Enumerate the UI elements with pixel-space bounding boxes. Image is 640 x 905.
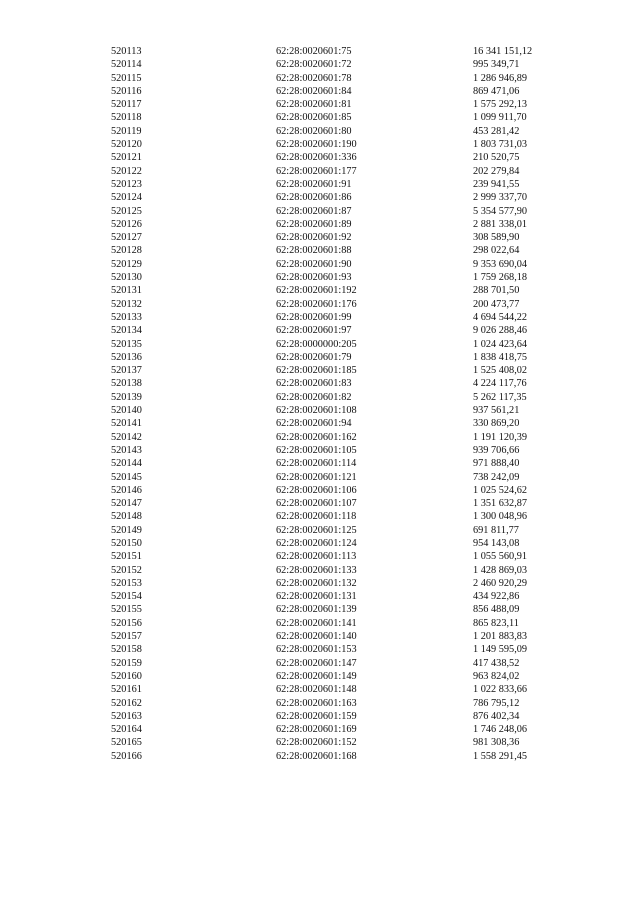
row-id-cell: 520139 (111, 391, 142, 403)
table-row (0, 457, 640, 470)
row-id-cell: 520153 (111, 577, 142, 589)
row-id-cell: 520156 (111, 617, 142, 629)
cadastral-value-cell: 308 589,90 (473, 232, 520, 244)
cadastral-value-cell: 5 262 117,35 (473, 391, 527, 403)
table-row (0, 577, 640, 590)
table-row (0, 85, 640, 98)
cadastral-value-cell: 2 460 920,29 (473, 577, 528, 589)
row-id-cell: 520144 (111, 458, 142, 470)
table-row (0, 537, 640, 550)
cadastral-number-cell: 62:28:0020601:85 (276, 112, 352, 124)
table-row (0, 497, 640, 510)
table-row (0, 736, 640, 749)
cadastral-value-cell: 786 795,12 (473, 697, 520, 709)
cadastral-value-cell: 9 026 288,46 (473, 325, 528, 337)
cadastral-number-cell: 62:28:0020601:185 (276, 365, 357, 377)
row-id-cell: 520164 (111, 724, 142, 736)
cadastral-number-cell: 62:28:0020601:169 (276, 724, 357, 736)
row-id-cell: 520152 (111, 564, 142, 576)
row-id-cell: 520142 (111, 431, 142, 443)
cadastral-value-cell: 9 353 690,04 (473, 258, 528, 270)
cadastral-number-cell: 62:28:0020601:132 (276, 577, 357, 589)
cadastral-value-cell: 939 706,66 (473, 444, 520, 456)
cadastral-number-cell: 62:28:0020601:148 (276, 684, 357, 696)
cadastral-value-cell: 5 354 577,90 (473, 205, 528, 217)
cadastral-number-cell: 62:28:0020601:83 (276, 378, 352, 390)
cadastral-value-cell: 330 869,20 (473, 418, 520, 430)
row-id-cell: 520150 (111, 537, 142, 549)
cadastral-number-cell: 62:28:0020601:107 (276, 498, 357, 510)
cadastral-number-cell: 62:28:0020601:91 (276, 178, 352, 190)
cadastral-value-cell: 1 525 408,02 (473, 365, 528, 377)
row-id-cell: 520122 (111, 165, 142, 177)
cadastral-value-cell: 738 242,09 (473, 471, 520, 483)
table-row (0, 723, 640, 736)
table-row (0, 484, 640, 497)
cadastral-number-cell: 62:28:0020601:97 (276, 325, 352, 337)
cadastral-number-cell: 62:28:0020601:147 (276, 657, 357, 669)
cadastral-number-cell: 62:28:0020601:86 (276, 192, 352, 204)
cadastral-number-cell: 62:28:0020601:78 (276, 72, 352, 84)
table-row (0, 444, 640, 457)
cadastral-number-cell: 62:28:0020601:79 (276, 351, 352, 363)
cadastral-value-cell: 963 824,02 (473, 670, 520, 682)
cadastral-number-cell: 62:28:0020601:121 (276, 471, 357, 483)
table-row (0, 657, 640, 670)
row-id-cell: 520155 (111, 604, 142, 616)
table-row (0, 364, 640, 377)
row-id-cell: 520129 (111, 258, 142, 270)
cadastral-value-cell: 434 922,86 (473, 591, 520, 603)
row-id-cell: 520140 (111, 405, 142, 417)
table-row (0, 524, 640, 537)
row-id-cell: 520119 (111, 125, 142, 137)
cadastral-value-cell: 200 473,77 (473, 298, 520, 310)
cadastral-number-cell: 62:28:0020601:162 (276, 431, 357, 443)
table-row (0, 750, 640, 763)
cadastral-value-cell: 937 561,21 (473, 405, 520, 417)
table-row (0, 45, 640, 58)
table-row (0, 683, 640, 696)
table-row (0, 125, 640, 138)
table-row (0, 58, 640, 71)
row-id-cell: 520141 (111, 418, 142, 430)
cadastral-number-cell: 62:28:0020601:190 (276, 139, 357, 151)
cadastral-number-cell: 62:28:0020601:192 (276, 285, 357, 297)
table-row (0, 231, 640, 244)
cadastral-number-cell: 62:28:0020601:133 (276, 564, 357, 576)
table-row (0, 697, 640, 710)
cadastral-value-table (0, 45, 640, 763)
row-id-cell: 520134 (111, 325, 142, 337)
table-row (0, 271, 640, 284)
table-row (0, 471, 640, 484)
table-row (0, 670, 640, 683)
table-row (0, 111, 640, 124)
table-row (0, 391, 640, 404)
cadastral-number-cell: 62:28:0020601:80 (276, 125, 352, 137)
cadastral-value-cell: 4 224 117,76 (473, 378, 527, 390)
cadastral-value-cell: 2 999 337,70 (473, 192, 528, 204)
table-row (0, 590, 640, 603)
row-id-cell: 520130 (111, 272, 142, 284)
cadastral-value-cell: 1 803 731,03 (473, 139, 528, 151)
cadastral-number-cell: 62:28:0020601:90 (276, 258, 352, 270)
row-id-cell: 520166 (111, 750, 142, 762)
cadastral-value-cell: 16 341 151,12 (473, 46, 533, 57)
row-id-cell: 520137 (111, 365, 142, 377)
table-row (0, 205, 640, 218)
row-id-cell: 520128 (111, 245, 142, 257)
row-id-cell: 520117 (111, 99, 142, 111)
cadastral-value-cell: 453 281,42 (473, 125, 520, 137)
table-row (0, 298, 640, 311)
row-id-cell: 520145 (111, 471, 142, 483)
cadastral-value-cell: 981 308,36 (473, 737, 520, 749)
cadastral-number-cell: 62:28:0020601:140 (276, 631, 357, 643)
table-row (0, 191, 640, 204)
row-id-cell: 520165 (111, 737, 142, 749)
table-row (0, 138, 640, 151)
table-row (0, 603, 640, 616)
cadastral-value-cell: 4 694 544,22 (473, 311, 528, 323)
row-id-cell: 520162 (111, 697, 142, 709)
table-row (0, 643, 640, 656)
table-row (0, 630, 640, 643)
table-row (0, 98, 640, 111)
table-row (0, 550, 640, 563)
row-id-cell: 520131 (111, 285, 142, 297)
row-id-cell: 520149 (111, 524, 142, 536)
row-id-cell: 520126 (111, 218, 142, 230)
cadastral-number-cell: 62:28:0020601:84 (276, 85, 352, 97)
cadastral-number-cell: 62:28:0020601:168 (276, 750, 357, 762)
cadastral-value-cell: 865 823,11 (473, 617, 519, 629)
row-id-cell: 520143 (111, 444, 142, 456)
cadastral-value-cell: 1 759 268,18 (473, 272, 528, 284)
cadastral-value-cell: 210 520,75 (473, 152, 520, 164)
cadastral-value-cell: 1 022 833,66 (473, 684, 528, 696)
table-row (0, 311, 640, 324)
cadastral-value-cell: 869 471,06 (473, 85, 520, 97)
cadastral-value-cell: 1 428 869,03 (473, 564, 528, 576)
table-row (0, 338, 640, 351)
cadastral-value-cell: 1 300 048,96 (473, 511, 528, 523)
table-row (0, 417, 640, 430)
row-id-cell: 520116 (111, 85, 142, 97)
cadastral-value-cell: 288 701,50 (473, 285, 520, 297)
cadastral-number-cell: 62:28:0020601:106 (276, 484, 357, 496)
row-id-cell: 520148 (111, 511, 142, 523)
cadastral-number-cell: 62:28:0020601:113 (276, 551, 357, 563)
row-id-cell: 520163 (111, 710, 142, 722)
row-id-cell: 520124 (111, 192, 142, 204)
cadastral-value-cell: 2 881 338,01 (473, 218, 528, 230)
cadastral-number-cell: 62:28:0020601:131 (276, 591, 357, 603)
cadastral-number-cell: 62:28:0020601:336 (276, 152, 357, 164)
table-row (0, 431, 640, 444)
cadastral-value-cell: 1 838 418,75 (473, 351, 528, 363)
row-id-cell: 520135 (111, 338, 142, 350)
cadastral-number-cell: 62:28:0020601:92 (276, 232, 352, 244)
row-id-cell: 520127 (111, 232, 142, 244)
table-row (0, 178, 640, 191)
cadastral-number-cell: 62:28:0020601:81 (276, 99, 352, 111)
row-id-cell: 520138 (111, 378, 142, 390)
row-id-cell: 520136 (111, 351, 142, 363)
table-row (0, 351, 640, 364)
cadastral-number-cell: 62:28:0020601:149 (276, 670, 357, 682)
row-id-cell: 520113 (111, 46, 142, 57)
cadastral-number-cell: 62:28:0000000:205 (276, 338, 357, 350)
row-id-cell: 520147 (111, 498, 142, 510)
cadastral-value-cell: 1 149 595,09 (473, 644, 528, 656)
cadastral-number-cell: 62:28:0020601:125 (276, 524, 357, 536)
table-row (0, 617, 640, 630)
row-id-cell: 520159 (111, 657, 142, 669)
cadastral-number-cell: 62:28:0020601:72 (276, 59, 352, 71)
cadastral-value-cell: 202 279,84 (473, 165, 520, 177)
table-row (0, 165, 640, 178)
cadastral-number-cell: 62:28:0020601:139 (276, 604, 357, 616)
row-id-cell: 520115 (111, 72, 142, 84)
cadastral-number-cell: 62:28:0020601:87 (276, 205, 352, 217)
row-id-cell: 520154 (111, 591, 142, 603)
cadastral-number-cell: 62:28:0020601:118 (276, 511, 357, 523)
row-id-cell: 520151 (111, 551, 142, 563)
cadastral-value-cell: 1 191 120,39 (473, 431, 528, 443)
cadastral-number-cell: 62:28:0020601:82 (276, 391, 352, 403)
cadastral-value-cell: 954 143,08 (473, 537, 520, 549)
row-id-cell: 520114 (111, 59, 142, 71)
cadastral-value-cell: 1 025 524,62 (473, 484, 528, 496)
row-id-cell: 520160 (111, 670, 142, 682)
cadastral-number-cell: 62:28:0020601:141 (276, 617, 357, 629)
row-id-cell: 520120 (111, 139, 142, 151)
cadastral-number-cell: 62:28:0020601:108 (276, 405, 357, 417)
cadastral-value-cell: 1 351 632,87 (473, 498, 528, 510)
cadastral-value-cell: 856 488,09 (473, 604, 520, 616)
cadastral-value-cell: 1 024 423,64 (473, 338, 528, 350)
row-id-cell: 520121 (111, 152, 142, 164)
cadastral-number-cell: 62:28:0020601:88 (276, 245, 352, 257)
row-id-cell: 520146 (111, 484, 142, 496)
cadastral-number-cell: 62:28:0020601:163 (276, 697, 357, 709)
cadastral-value-cell: 1 099 911,70 (473, 112, 527, 124)
table-row (0, 258, 640, 271)
row-id-cell: 520123 (111, 178, 142, 190)
cadastral-value-cell: 417 438,52 (473, 657, 520, 669)
cadastral-value-cell: 1 558 291,45 (473, 750, 528, 762)
row-id-cell: 520158 (111, 644, 142, 656)
table-row (0, 284, 640, 297)
cadastral-number-cell: 62:28:0020601:177 (276, 165, 357, 177)
row-id-cell: 520125 (111, 205, 142, 217)
cadastral-value-cell: 1 575 292,13 (473, 99, 528, 111)
table-row (0, 377, 640, 390)
cadastral-number-cell: 62:28:0020601:114 (276, 458, 357, 470)
row-id-cell: 520161 (111, 684, 142, 696)
cadastral-value-cell: 995 349,71 (473, 59, 520, 71)
cadastral-number-cell: 62:28:0020601:89 (276, 218, 352, 230)
table-row (0, 218, 640, 231)
table-row (0, 72, 640, 85)
row-id-cell: 520132 (111, 298, 142, 310)
cadastral-number-cell: 62:28:0020601:75 (276, 46, 352, 57)
cadastral-value-cell: 239 941,55 (473, 178, 520, 190)
cadastral-number-cell: 62:28:0020601:99 (276, 311, 352, 323)
table-row (0, 564, 640, 577)
table-row (0, 404, 640, 417)
cadastral-number-cell: 62:28:0020601:124 (276, 537, 357, 549)
cadastral-number-cell: 62:28:0020601:94 (276, 418, 352, 430)
table-row (0, 244, 640, 257)
cadastral-number-cell: 62:28:0020601:176 (276, 298, 357, 310)
cadastral-number-cell: 62:28:0020601:93 (276, 272, 352, 284)
table-row (0, 324, 640, 337)
cadastral-value-cell: 971 888,40 (473, 458, 520, 470)
cadastral-value-cell: 1 286 946,89 (473, 72, 528, 84)
cadastral-value-cell: 298 022,64 (473, 245, 520, 257)
cadastral-value-cell: 691 811,77 (473, 524, 519, 536)
cadastral-number-cell: 62:28:0020601:105 (276, 444, 357, 456)
table-row (0, 710, 640, 723)
row-id-cell: 520133 (111, 311, 142, 323)
cadastral-value-cell: 1 746 248,06 (473, 724, 528, 736)
row-id-cell: 520118 (111, 112, 142, 124)
table-row (0, 510, 640, 523)
row-id-cell: 520157 (111, 631, 142, 643)
cadastral-number-cell: 62:28:0020601:152 (276, 737, 357, 749)
cadastral-value-cell: 876 402,34 (473, 710, 520, 722)
cadastral-value-cell: 1 055 560,91 (473, 551, 528, 563)
cadastral-number-cell: 62:28:0020601:153 (276, 644, 357, 656)
cadastral-value-cell: 1 201 883,83 (473, 631, 528, 643)
table-row (0, 151, 640, 164)
cadastral-number-cell: 62:28:0020601:159 (276, 710, 357, 722)
